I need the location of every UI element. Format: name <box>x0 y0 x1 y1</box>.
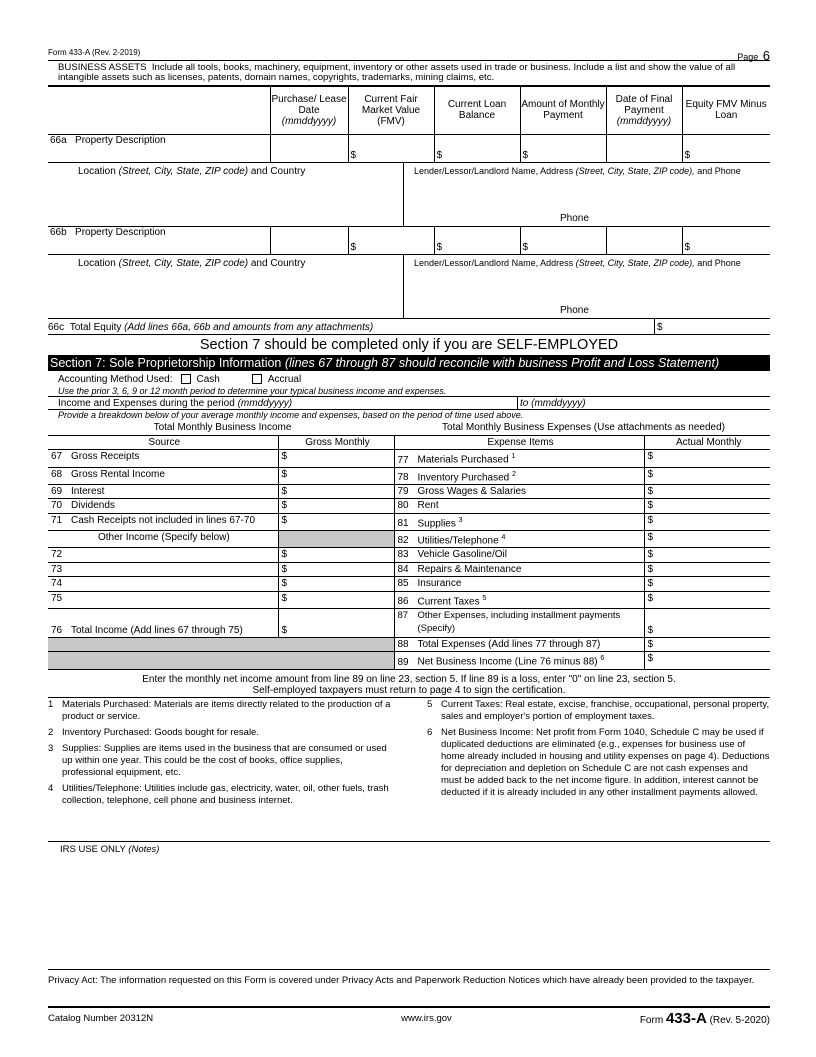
income-source: 71 Cash Receipts not included in lines 67-70 <box>48 513 278 530</box>
business-assets-table-66b <box>48 227 770 256</box>
page-number: 6 <box>762 48 770 63</box>
form-id: Form 433-A (Rev. 2-2019) <box>48 48 141 57</box>
location-field[interactable]: Location (Street, City, State, ZIP code) and Country <box>48 163 404 226</box>
expense-item: 84 Repairs & Maintenance <box>394 562 644 576</box>
fmv-field[interactable]: $ <box>348 227 434 255</box>
monthly-payment-field[interactable]: $ <box>520 227 606 255</box>
gross-monthly-field[interactable]: $ <box>278 513 394 530</box>
footnote-4: 4 Utilities/Telephone: Utilities include gas, electricity, water, oil, other fuels, trash collection, telephone, cell phone and business internet. <box>48 782 389 806</box>
business-assets-intro: BUSINESS ASSETS Include all tools, books, machinery, equipment, inventory or other assets used in trade or business. Include a list and show the value of all intangible assets such as licenses, patents, domain names, copyrights, trademarks, mining claims, etc. <box>58 62 736 83</box>
expense-item: 78 Inventory Purchased $^2$ <box>394 467 644 484</box>
actual-monthly-field[interactable]: $ <box>644 531 770 548</box>
page-label: Page <box>737 52 759 62</box>
equity-field[interactable]: $ <box>682 227 770 255</box>
footnote-3: 3 Supplies: Supplies are items used in the business that are consumed or used up within one year. This could be the cost of books, office supplies, professional equipment, etc. <box>48 742 387 778</box>
income-expense-row <box>48 467 770 484</box>
total-equity-field[interactable]: $ <box>654 319 770 334</box>
expense-item: 87 Other Expenses, including installment payments (Specify) <box>394 608 644 637</box>
actual-monthly-field[interactable]: $ <box>644 591 770 608</box>
income-source: 70 Dividends <box>48 499 278 513</box>
col-fmv: Current Fair Market Value (FMV) <box>348 86 434 134</box>
irs-use-only: IRS USE ONLY (Notes) <box>48 842 770 970</box>
income-source: 69 Interest <box>48 484 278 498</box>
expense-item: 79 Gross Wages & Salaries <box>394 484 644 498</box>
actual-monthly-field[interactable]: $ <box>644 467 770 484</box>
gross-monthly-field[interactable]: $ <box>278 562 394 576</box>
gross-monthly-field[interactable]: $ <box>278 577 394 591</box>
actual-monthly-field[interactable]: $ <box>644 608 770 637</box>
income-source[interactable]: 75 <box>48 591 278 608</box>
income-expense-row <box>48 637 770 651</box>
property-description-field[interactable]: 66a Property Description <box>48 134 270 162</box>
actual-monthly-field[interactable]: $ <box>644 562 770 576</box>
phone-label: Phone <box>560 305 589 316</box>
actual-monthly-field[interactable]: $ <box>644 513 770 530</box>
expense-item: 80 Rent <box>394 499 644 513</box>
period-to-field[interactable]: to (mmddyyyy) <box>520 398 586 409</box>
expense-item: 86 Current Taxes $^5$ <box>394 591 644 608</box>
expense-item: 88 Total Expenses (Add lines 77 through 87) <box>394 637 644 651</box>
gross-monthly-shaded <box>278 531 394 548</box>
income-source[interactable]: 72 <box>48 548 278 562</box>
lender-field[interactable]: Lender/Lessor/Landlord Name, Address (Street, City, State, ZIP code), and Phone Phone <box>414 258 741 316</box>
col-expense-items: Expense Items <box>394 435 644 449</box>
col-final-payment: Date of Final Payment (mmddyyyy) <box>606 86 682 134</box>
accounting-method: Accounting Method Used: Cash Accrual <box>58 373 302 385</box>
col-gross-monthly: Gross Monthly <box>278 435 394 449</box>
gross-monthly-field[interactable]: $ <box>278 499 394 513</box>
col-monthly-payment: Amount of Monthly Payment <box>520 86 606 134</box>
actual-monthly-field[interactable]: $ <box>644 652 770 669</box>
property-description-field[interactable]: 66b Property Description <box>48 227 270 255</box>
gross-monthly-field[interactable]: $ <box>278 608 394 637</box>
accrual-checkbox[interactable] <box>252 374 262 384</box>
equity-field[interactable]: $ <box>682 134 770 162</box>
income-expense-row <box>48 450 770 467</box>
final-payment-field[interactable] <box>606 134 682 162</box>
actual-monthly-field[interactable]: $ <box>644 577 770 591</box>
location-lender-66a <box>48 163 770 227</box>
purchase-date-field[interactable] <box>270 134 348 162</box>
business-assets-table <box>48 85 770 163</box>
gross-monthly-field[interactable]: $ <box>278 484 394 498</box>
form-page <box>48 48 770 1030</box>
period-from-field[interactable]: Income and Expenses during the period (mmddyyyy) <box>48 397 518 409</box>
final-payment-field[interactable] <box>606 227 682 255</box>
col-source: Source <box>48 435 278 449</box>
catalog-number: Catalog Number 20312N <box>48 1013 154 1025</box>
footnote-1: 1 Materials Purchased: Materials are items directly related to the production of a product or service. <box>48 698 391 722</box>
income-expense-row <box>48 591 770 608</box>
loan-balance-field[interactable]: $ <box>434 134 520 162</box>
income-source: Other Income (Specify below) <box>48 531 278 548</box>
asset-row-66b <box>48 227 770 255</box>
location-field[interactable]: Location (Street, City, State, ZIP code) and Country <box>48 255 404 318</box>
expense-item: 77 Materials Purchased $^1$ <box>394 450 644 467</box>
section7-title-bar: Section 7: Sole Proprietorship Information (lines 67 through 87 should reconcile with business Profit and Loss Statement) <box>48 355 770 371</box>
income-source: 67 Gross Receipts <box>48 450 278 467</box>
section7-notice: Section 7 should be completed only if you are SELF-EMPLOYED <box>199 337 619 353</box>
expense-item: 82 Utilities/Telephone $^4$ <box>394 531 644 548</box>
gross-monthly-field[interactable]: $ <box>278 467 394 484</box>
income-title: Total Monthly Business Income <box>153 422 292 433</box>
expense-title: Total Monthly Business Expenses (Use attachments as needed) <box>442 422 725 433</box>
income-expense-row <box>48 652 770 669</box>
shaded-cell <box>48 637 394 651</box>
enter-instructions: Enter the monthly net income amount from line 89 on line 23, section 5. If line 89 is a loss, enter "0" on line 23, section 5. Self-employed taxpayers must return to page 4 to sign the certification. <box>48 670 770 698</box>
purchase-date-field[interactable] <box>270 227 348 255</box>
privacy-act: Privacy Act: The information requested on this Form is covered under Privacy Acts and Paperwork Reduction Notices which have already been provided to the taxpayer. <box>48 970 770 1008</box>
expense-item: 83 Vehicle Gasoline/Oil <box>394 548 644 562</box>
income-source[interactable]: 74 <box>48 577 278 591</box>
actual-monthly-field[interactable]: $ <box>644 484 770 498</box>
actual-monthly-field[interactable]: $ <box>644 548 770 562</box>
fmv-field[interactable]: $ <box>348 134 434 162</box>
income-expense-row <box>48 513 770 530</box>
actual-monthly-field[interactable]: $ <box>644 499 770 513</box>
income-source[interactable]: 73 <box>48 562 278 576</box>
monthly-payment-field[interactable]: $ <box>520 134 606 162</box>
col-loan-balance: Current Loan Balance <box>434 86 520 134</box>
cash-checkbox[interactable] <box>181 374 191 384</box>
lender-field[interactable]: Lender/Lessor/Landlord Name, Address (Street, City, State, ZIP code), and Phone Phone <box>414 165 741 224</box>
income-expense-row <box>48 484 770 498</box>
footnotes <box>48 698 770 842</box>
col-equity: Equity FMV Minus Loan <box>682 86 770 134</box>
page-footer <box>48 1008 770 1030</box>
income-expense-row <box>48 577 770 591</box>
asset-row-66a <box>48 134 770 162</box>
footnote-2: 2 Inventory Purchased: Goods bought for resale. <box>48 726 259 738</box>
expense-item: 89 Net Business Income (Line 76 minus 88) $^6$ <box>394 652 644 669</box>
irs-url: www.irs.gov <box>401 1013 452 1025</box>
shaded-cell <box>48 652 394 669</box>
period-row <box>48 397 770 410</box>
col-actual-monthly: Actual Monthly <box>644 435 770 449</box>
form-number: Form 433-A (Rev. 5-2020) <box>639 1010 770 1028</box>
total-equity-row: 66c Total Equity (Add lines 66a, 66b and amounts from any attachments) $ <box>48 319 770 335</box>
income-expense-row <box>48 608 770 637</box>
gross-monthly-field[interactable]: $ <box>278 548 394 562</box>
actual-monthly-field[interactable]: $ <box>644 450 770 467</box>
col-purchase-date: Purchase/ Lease Date (mmddyyyy) <box>270 86 348 134</box>
income-expense-table <box>48 421 770 670</box>
income-source: 76 Total Income (Add lines 67 through 75) <box>48 608 278 637</box>
income-source: 68 Gross Rental Income <box>48 467 278 484</box>
location-lender-66b <box>48 255 770 319</box>
footnote-5: 5 Current Taxes: Real estate, excise, franchise, occupational, personal property, sales and employer's portion of employment taxes. <box>427 698 770 722</box>
gross-monthly-field[interactable]: $ <box>278 591 394 608</box>
breakdown-note: Provide a breakdown below of your average monthly income and expenses, based on the period of time used above. <box>58 410 524 420</box>
footnote-6: 6 Net Business Income: Net profit from Form 1040, Schedule C may be used if duplicated deductions are eliminated (e.g., expenses for business use of home already included in housing and utility expenses on page 4). Deductions for depreciation and depletion on Schedule C are not cash expenses and must be added back to the net income figure. In addition, interest cannot be deducted if it is already included in any other installment payments allowed. <box>427 726 770 798</box>
income-expense-row <box>48 499 770 513</box>
page-header <box>48 48 770 61</box>
income-expense-row <box>48 562 770 576</box>
expense-item: 85 Insurance <box>394 577 644 591</box>
gross-monthly-field[interactable]: $ <box>278 450 394 467</box>
phone-label: Phone <box>560 212 589 224</box>
actual-monthly-field[interactable]: $ <box>644 637 770 651</box>
loan-balance-field[interactable]: $ <box>434 227 520 255</box>
income-expense-row <box>48 548 770 562</box>
use-prior-note: Use the prior 3, 6, 9 or 12 month period to determine your typical business income and expenses. <box>48 385 770 397</box>
expense-item: 81 Supplies $^3$ <box>394 513 644 530</box>
income-expense-row <box>48 531 770 548</box>
